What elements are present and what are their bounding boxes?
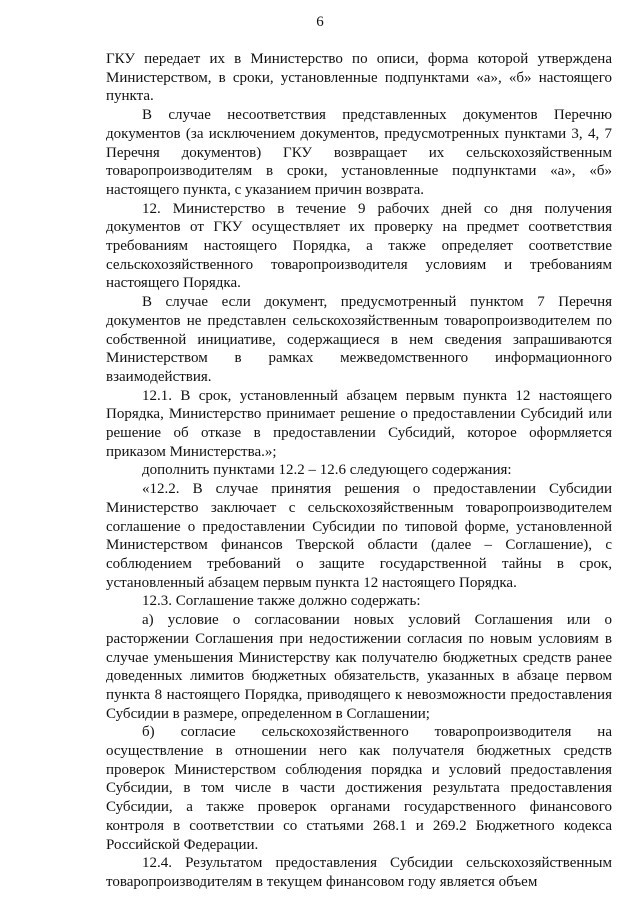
paragraph-return-documents: В случае несоответствия представленных документов Перечню документов (за исключением документов, предусмотренных пунктами 3, 4, 7 Перечня документов) ГКУ возвращает их сельскохозяйственным товаропроизводителям в сроки, установленные подпунктами «а», «б» настоящего пункта, с указанием причин возврата. [106,107,612,198]
paragraph-12-2: «12.2. В случае принятия решения о предоставлении Субсидии Министерство заключает с сельскохозяйственным товаропроизводителем соглашение о предоставлении Субсидии по типовой форме, установленной Министерством финансов Тверской области (далее – Соглашение), с соблюдением требований о защите государственной тайны в срок, установленный абзацем первым пункта 12 настоящего Порядка. [106,481,612,591]
document-body [106,50,612,892]
page-number: 6 [316,14,324,30]
paragraph-12-3-a: а) условие о согласовании новых условий Соглашения или о расторжении Соглашения при недостижении согласия по новым условиям в случае уменьшения Министерству как получателю бюджетных средств ранее доведенных лимитов бюджетных обязательств, указанных в абзаце первом пункта 8 настоящего Порядка, приводящего к невозможности предоставления Субсидии в размере, определенном в Соглашении; [106,612,612,722]
paragraph-12: 12. Министерство в течение 9 рабочих дней со дня получения документов от ГКУ осуществляет их проверку на предмет соответствия требованиям настоящего Порядка, а также определяет соответствие сельскохозяйственного товаропроизводителя условиям и требованиям настоящего Порядка. [106,200,612,292]
paragraph-12-4: 12.4. Результатом предоставления Субсидии сельскохозяйственным товаропроизводителям в текущем финансовом году является объем [106,855,612,890]
paragraph-12-1: 12.1. В срок, установленный абзацем первым пункта 12 настоящего Порядка, Министерство принимает решение о предоставлении Субсидий или решение об отказе в предоставлении Субсидий, которое оформляется приказом Министерства.»; [106,387,612,460]
paragraph-12-3-b: б) согласие сельскохозяйственного товаропроизводителя на осуществление в отношении него как получателя бюджетных средств проверок Министерством соблюдения порядка и условий предоставления Субсидии, в том числе в части достижения результата предоставления Субсидии, а также проверок органами государственного финансового контроля в соответствии со статьями 268.1 и 269.2 Бюджетного кодекса Российской Федерации. [106,724,612,853]
paragraph-amendment-intro: дополнить пунктами 12.2 – 12.6 следующего содержания: [142,462,512,479]
paragraph-interagency-request: В случае если документ, предусмотренный пунктом 7 Перечня документов не представлен сельскохозяйственным товаропроизводителем по собственной инициативе, содержащиеся в нем сведения запрашиваются Министерством в рамках межведомственного информационного взаимодействия. [106,294,612,385]
paragraph-12-3: 12.3. Соглашение также должно содержать: [142,593,421,610]
paragraph-continuation: ГКУ передает их в Министерство по описи, форма которой утверждена Министерством, в сроки, установленные подпунктами «а», «б» настоящего пункта. [106,51,612,105]
